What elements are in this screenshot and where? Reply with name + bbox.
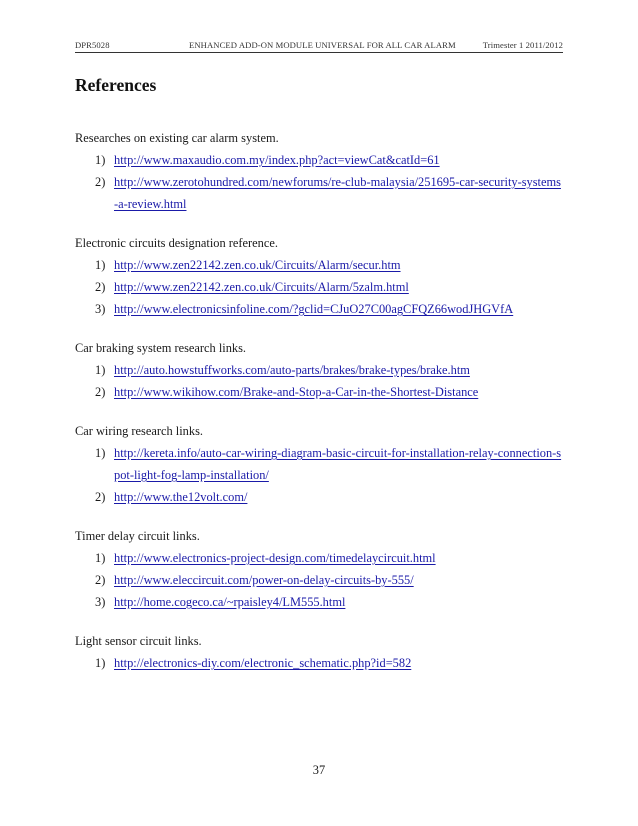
reference-list — [75, 442, 565, 508]
reference-list — [75, 359, 565, 403]
reference-link[interactable]: http://www.the12volt.com/ — [114, 490, 248, 504]
list-number: 1) — [95, 446, 106, 460]
list-number: 1) — [95, 153, 106, 167]
list-item — [75, 171, 565, 215]
reference-link[interactable]: http://www.eleccircuit.com/power-on-delay-circuits-by-555/ — [114, 573, 414, 587]
list-item — [75, 254, 565, 276]
list-number: 1) — [95, 656, 106, 670]
list-item — [75, 442, 565, 486]
section-title: Electronic circuits designation reference. — [75, 236, 278, 250]
list-item — [75, 149, 565, 171]
page-title: References — [75, 75, 157, 95]
reference-link[interactable]: http://auto.howstuffworks.com/auto-parts/brakes/brake-types/brake.htm — [114, 363, 470, 377]
list-item — [75, 652, 565, 674]
list-number: 2) — [95, 175, 106, 189]
reference-link[interactable]: http://home.cogeco.ca/~rpaisley4/LM555.html — [114, 595, 346, 609]
list-number: 1) — [95, 363, 106, 377]
list-item — [75, 569, 565, 591]
list-number: 2) — [95, 385, 106, 399]
references-content — [75, 127, 565, 691]
reference-section — [75, 337, 565, 403]
reference-list — [75, 652, 565, 674]
section-title: Car wiring research links. — [75, 424, 203, 438]
list-item — [75, 276, 565, 298]
reference-link[interactable]: http://electronics-diy.com/electronic_schematic.php?id=582 — [114, 656, 412, 670]
reference-list — [75, 547, 565, 613]
reference-link[interactable]: http://www.electronicsinfoline.com/?gclid=CJuO27C00agCFQZ66wodJHGVfA — [114, 302, 514, 316]
reference-section — [75, 420, 565, 508]
list-number: 2) — [95, 280, 106, 294]
list-item — [75, 591, 565, 613]
list-number: 2) — [95, 573, 106, 587]
list-number: 1) — [95, 551, 106, 565]
reference-link[interactable]: http://www.zen22142.zen.co.uk/Circuits/Alarm/secur.htm — [114, 258, 401, 272]
section-title: Car braking system research links. — [75, 341, 247, 355]
section-title: Light sensor circuit links. — [75, 634, 202, 648]
header-divider — [75, 52, 563, 53]
list-item — [75, 359, 565, 381]
reference-section — [75, 525, 565, 613]
reference-link[interactable]: http://www.wikihow.com/Brake-and-Stop-a-Car-in-the-Shortest-Distance — [114, 385, 479, 399]
section-title: Researches on existing car alarm system. — [75, 131, 279, 145]
list-number: 1) — [95, 258, 106, 272]
reference-list — [75, 149, 565, 215]
reference-list — [75, 254, 565, 320]
reference-section — [75, 232, 565, 320]
header-project-title: ENHANCED ADD-ON MODULE UNIVERSAL FOR ALL CAR ALARM — [189, 40, 456, 50]
reference-link[interactable]: http://www.electronics-project-design.com/timedelaycircuit.html — [114, 551, 436, 565]
page-number: 37 — [312, 763, 326, 777]
reference-link[interactable]: http://www.zen22142.zen.co.uk/Circuits/Alarm/5zalm.html — [114, 280, 409, 294]
list-number: 3) — [95, 595, 106, 609]
reference-link[interactable]: http://www.zerotohundred.com/newforums/re-club-malaysia/251695-car-security-systems-a-review.html — [114, 175, 561, 211]
header-course-code: DPR5028 — [75, 40, 110, 50]
header-trimester: Trimester 1 2011/2012 — [482, 40, 563, 50]
list-item — [75, 298, 565, 320]
reference-link[interactable]: http://www.maxaudio.com.my/index.php?act=viewCat&catId=61 — [114, 153, 440, 167]
page-header — [75, 40, 563, 54]
list-item — [75, 486, 565, 508]
list-item — [75, 381, 565, 403]
reference-section — [75, 630, 565, 674]
list-item — [75, 547, 565, 569]
section-title: Timer delay circuit links. — [75, 529, 200, 543]
reference-link[interactable]: http://kereta.info/auto-car-wiring-diagram-basic-circuit-for-installation-relay-connection-spot-light-fog-lamp-installation/ — [114, 446, 562, 482]
list-number: 3) — [95, 302, 106, 316]
reference-section — [75, 127, 565, 215]
list-number: 2) — [95, 490, 106, 504]
